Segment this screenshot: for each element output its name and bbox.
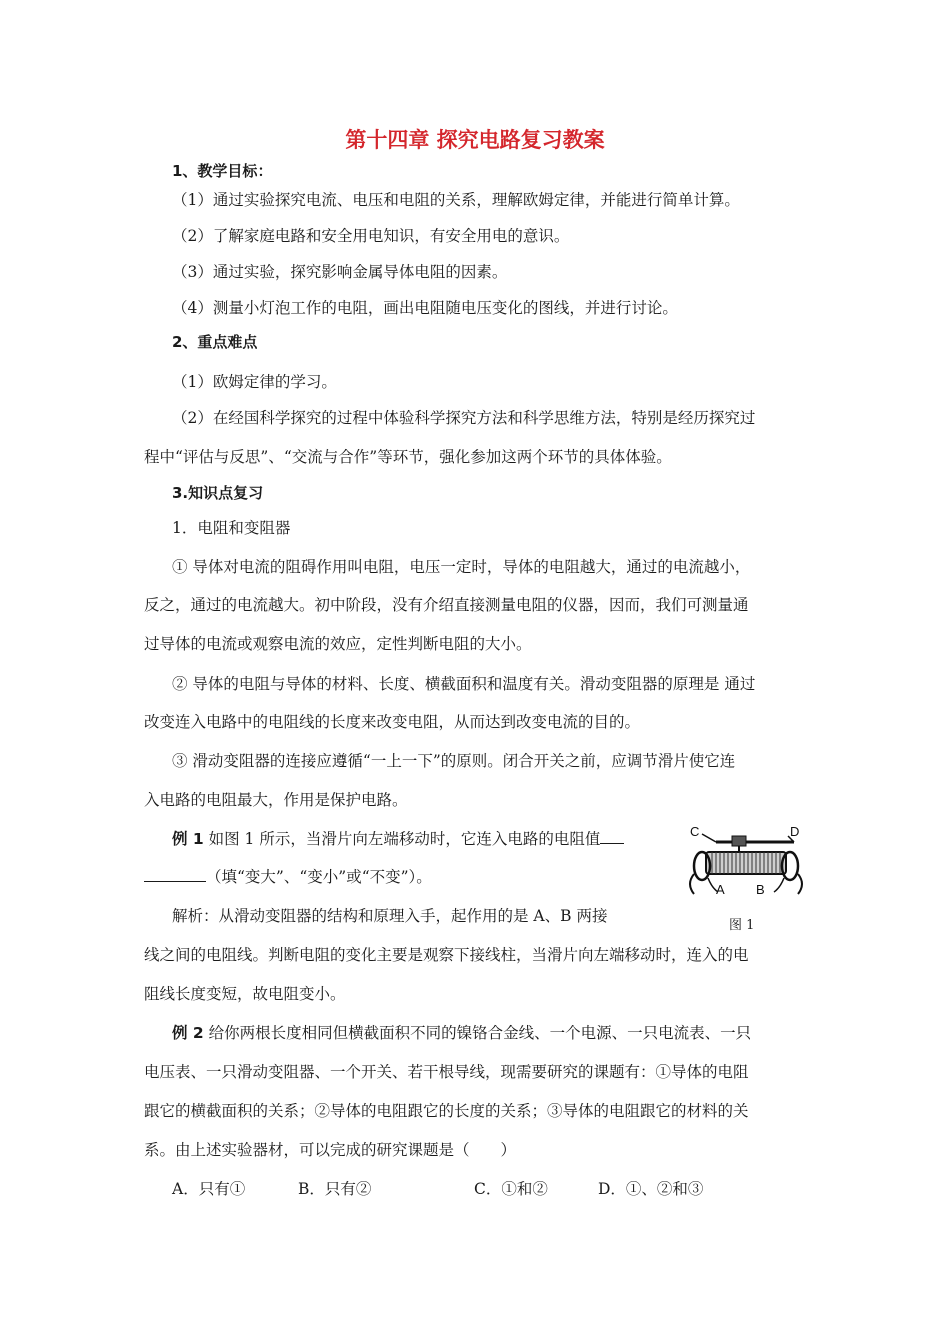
objective-item: （4）测量小灯泡工作的电阻，画出电阻随电压变化的图线，并进行讨论。 [172,299,678,317]
objective-item: （1）通过实验探究电流、电压和电阻的关系，理解欧姆定律，并能进行简单计算。 [172,191,740,209]
example-1-label: 例 1 [172,830,204,848]
figure-caption: 图 1 [729,918,755,933]
terminal-label-b: B [756,882,765,897]
paragraph-line: 改变连入电路中的电阻线的长度来改变电阻，从而达到改变电流的目的。 [144,713,641,731]
terminal-label-d: D [790,824,800,839]
example-2-text: 给你两根长度相同但横截面积不同的镍铬合金线、一个电源、一只电流表、一只 [203,1024,752,1042]
example-1-text: 如图 1 所示，当滑片向左端移动时，它连入电路的电阻值 [203,830,601,848]
option-a: A．只有① [172,1180,246,1198]
paragraph-line: ① 导体对电流的阻碍作用叫电阻，电压一定时，导体的电阻越大，通过的电流越小， [172,558,751,576]
paragraph-line: 入电路的电阻最大，作用是保护电路。 [144,791,408,809]
key-point-item-continued: 程中“评估与反思”、“交流与合作”等环节，强化参加这两个环节的具体体验。 [144,448,672,466]
example-1-question [172,827,624,849]
page-title: 第十四章 探究电路复习教案 [345,128,605,152]
answer-blank [144,869,206,882]
option-b: B．只有② [298,1180,372,1198]
example-2-label: 例 2 [172,1024,204,1042]
example-2-line: 跟它的横截面积的关系；②导体的电阻跟它的长度的关系；③导体的电阻跟它的材料的关 [144,1102,749,1120]
terminal-label-c: C [690,824,700,839]
key-point-item: （2）在经国科学探究的过程中体验科学探究方法和科学思维方法，特别是经历探究过 [172,409,756,427]
paragraph-line: 过导体的电流或观察电流的效应，定性判断电阻的大小。 [144,635,532,653]
example-2-line: 系。由上述实验器材，可以完成的研究课题是（ ） [144,1141,517,1159]
section-heading-key-points: 2、重点难点 [172,333,258,351]
key-point-item: （1）欧姆定律的学习。 [172,373,337,391]
option-c: C．①和② [474,1180,548,1198]
rheostat-figure [672,822,812,902]
example-1-question-continued [144,865,432,887]
objective-item: （2）了解家庭电路和安全用电知识，有安全用电的意识。 [172,227,570,245]
answer-blank [600,831,624,844]
section-heading-review: 3.知识点复习 [172,484,264,502]
objective-item: （3）通过实验，探究影响金属导体电阻的因素。 [172,263,508,281]
option-d: D．①、②和③ [598,1180,704,1198]
paragraph-line: ② 导体的电阻与导体的材料、长度、横截面积和温度有关。滑动变阻器的原理是 通过 [172,675,756,693]
example-1-analysis: 解析：从滑动变阻器的结构和原理入手，起作用的是 A、B 两接 [172,907,608,925]
example-1-analysis-line: 阻线长度变短，故电阻变小。 [144,985,346,1003]
subsection-heading: 1．电阻和变阻器 [172,519,291,537]
terminal-label-a: A [716,882,725,897]
example-1-analysis-line: 线之间的电阻线。判断电阻的变化主要是观察下接线柱，当滑片向左端移动时，连入的电 [144,946,749,964]
paragraph-line: ③ 滑动变阻器的连接应遵循“一上一下”的原则。闭合开关之前，应调节滑片使它连 [172,752,736,770]
example-2-line: 电压表、一只滑动变阻器、一个开关、若干根导线，现需要研究的课题有：①导体的电阻 [144,1063,749,1081]
rheostat-diagram [672,822,812,902]
paragraph-line: 反之，通过的电流越大。初中阶段，没有介绍直接测量电阻的仪器，因而，我们可测量通 [144,596,749,614]
example-1-options-text: （填“变大”、“变小”或“不变”）。 [206,868,432,886]
example-2-question [172,1021,751,1043]
section-heading-objectives: 1、教学目标： [172,162,273,180]
